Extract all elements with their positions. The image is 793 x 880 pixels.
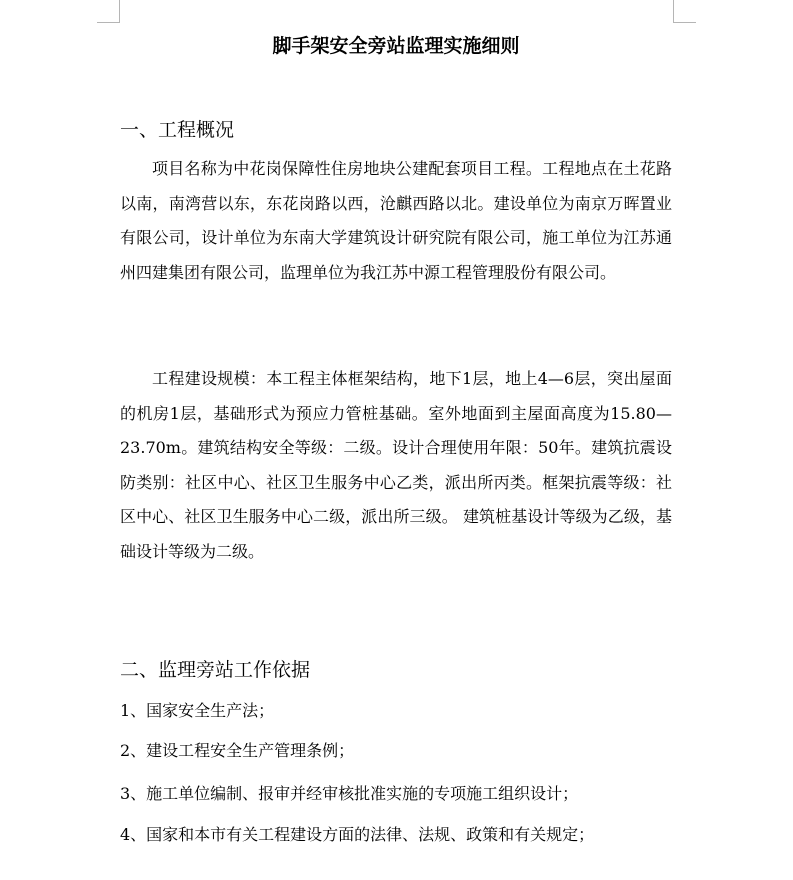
crop-mark-top-left: [97, 0, 120, 23]
section-heading-basis: 二、监理旁站工作依据: [120, 659, 311, 681]
section-heading-overview: 一、工程概况: [120, 119, 235, 141]
list-item: 2、建设工程安全生产管理条例；: [120, 741, 355, 760]
paragraph-project-info: 项目名称为中花岗保障性住房地块公建配套项目工程。工程地点在土花路以南，南湾营以东，东花岗路以西，沧麒西路以北。建设单位为南京万晖置业有限公司，设计单位为东南大学建筑设计研究院有限公司，施工单位为江苏通州四建集团有限公司，监理单位为我江苏中源工程管理股份有限公司。: [120, 159, 672, 282]
list-item: 1、国家安全生产法；: [120, 701, 275, 720]
list-item: 4、国家和本市有关工程建设方面的法律、法规、政策和有关规定；: [120, 825, 595, 844]
crop-mark-top-right: [673, 0, 696, 23]
document-title: 脚手架安全旁站监理实施细则: [272, 35, 520, 57]
paragraph-project-scale: 工程建设规模：本工程主体框架结构，地下1层，地上4—6层，突出屋面的机房1层，基础形式为预应力管桩基础。室外地面到主屋面高度为15.80—23.70m。建筑结构安全等级：二级。设计合理使用年限：50年。建筑抗震设防类别：社区中心、社区卫生服务中心乙类，派出所丙类。框架抗震等级：社区中心、社区卫生服务中心二级，派出所三级。 建筑桩基设计等级为乙级，基础设计等级为二级。: [120, 369, 672, 561]
list-item: 3、施工单位编制、报审并经审核批准实施的专项施工组织设计；: [120, 784, 579, 803]
